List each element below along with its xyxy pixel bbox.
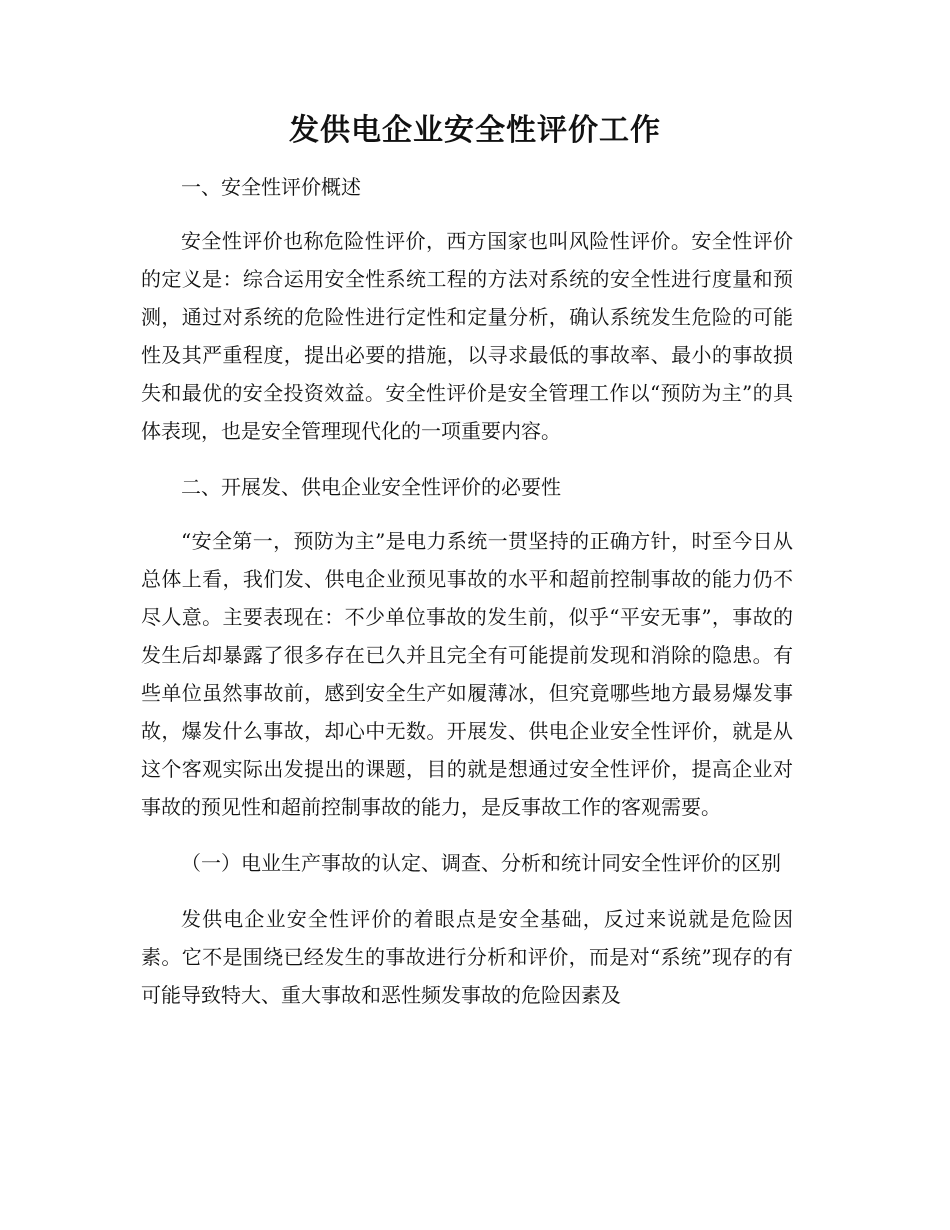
paragraph-definition: 安全性评价也称危险性评价，西方国家也叫风险性评价。安全性评价的定义是：综合运用安全性系统工程的方法对系统的安全性进行度量和预测，通过对系统的危险性进行定性和定量分析，确认系统发生危险的可能性及其严重程度，提出必要的措施，以寻求最低的事故率、最小的事故损失和最优的安全投资效益。安全性评价是安全管理工作以“预防为主”的具体表现，也是安全管理现代化的一项重要内容。 xyxy=(141,229,793,443)
document-body xyxy=(141,168,793,1014)
section-heading-necessity: 二、开展发、供电企业安全性评价的必要性 xyxy=(181,475,561,499)
section-heading-overview: 一、安全性评价概述 xyxy=(181,175,361,199)
paragraph-necessity: “安全第一，预防为主”是电力系统一贯坚持的正确方针，时至今日从总体上看，我们发、供电企业预见事故的水平和超前控制事故的能力仍不尽人意。主要表现在：不少单位事故的发生前，似乎“平安无事”，事故的发生后却暴露了很多存在已久并且完全有可能提前发现和消除的隐患。有些单位虽然事故前，感到安全生产如履薄冰，但究竟哪些地方最易爆发事故，爆发什么事故，却心中无数。开展发、供电企业安全性评价，就是从这个客观实际出发提出的课题，目的就是想通过安全性评价，提高企业对事故的预见性和超前控制事故的能力，是反事故工作的客观需要。 xyxy=(141,529,793,819)
subsection-heading-difference: （一）电业生产事故的认定、调查、分析和统计同安全性评价的区别 xyxy=(181,851,781,875)
paragraph-difference: 发供电企业安全性评价的着眼点是安全基础，反过来说就是危险因素。它不是围绕已经发生的事故进行分析和评价，而是对“系统”现存的有可能导致特大、重大事故和恶性频发事故的危险因素及 xyxy=(141,907,793,1007)
document-title: 发供电企业安全性评价工作 xyxy=(289,113,661,148)
